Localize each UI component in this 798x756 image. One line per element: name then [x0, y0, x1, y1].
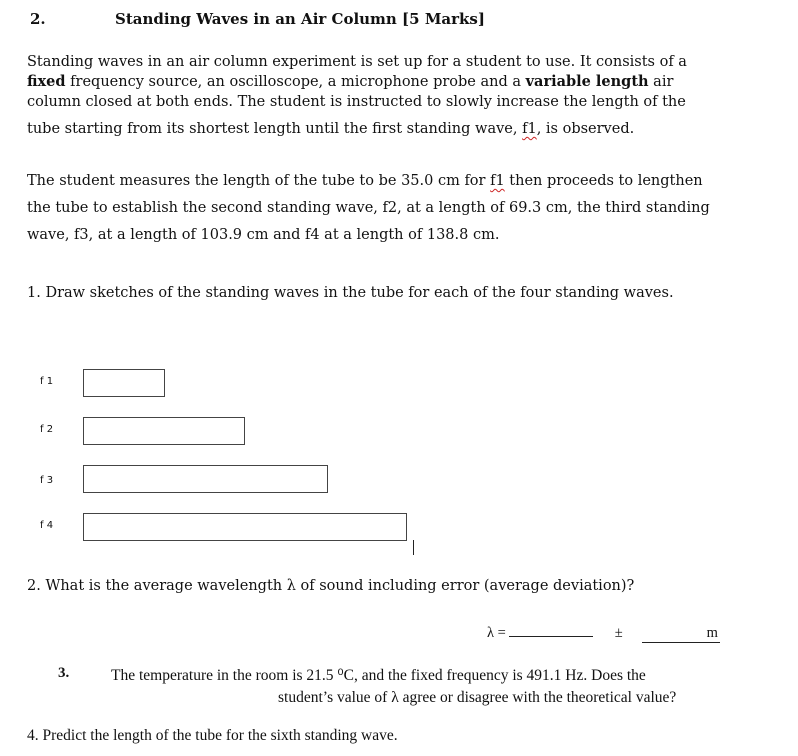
intro-line-4	[27, 119, 687, 139]
measurements-line-1-start: The student measures the length of the tube to be 35.0 cm for	[27, 173, 491, 189]
subquestion-3	[111, 665, 676, 709]
subquestion-1: 1. Draw sketches of the standing waves in the tube for each of the four standing waves.	[27, 285, 674, 301]
intro-line-4-start: tube starting from its shortest length until the first standing wave,	[27, 121, 523, 137]
lambda-value-blank[interactable]	[509, 622, 593, 637]
intro-line-2-mid: frequency source, an oscilloscope, a microphone probe and a	[65, 74, 526, 90]
measurements-line-1-end: then proceeds to lengthen	[504, 173, 703, 189]
wavelength-answer-row	[487, 622, 720, 643]
intro-line-2-end: air	[648, 74, 674, 90]
tube-label-f3: f 3	[40, 475, 54, 486]
tube-f4-drawing-box[interactable]	[83, 513, 407, 541]
question-title: Standing Waves in an Air Column [5 Marks]	[115, 10, 485, 28]
plus-minus-sign: ±	[614, 625, 623, 641]
tube-label-f4: f 4	[40, 520, 54, 531]
question-number: 2.	[30, 10, 46, 28]
tube-f3-drawing-box[interactable]	[83, 465, 328, 493]
subquestion-3-number: 3.	[58, 665, 70, 681]
subquestion-3-line-1: The temperature in the room is 21.5 ⁰C, and the fixed frequency is 491.1 Hz. Does the	[111, 667, 646, 684]
text-cursor	[413, 540, 414, 555]
intro-line-4-end: , is observed.	[536, 121, 635, 137]
intro-paragraph	[27, 52, 687, 139]
intro-f1-spellcheck: f1	[522, 121, 537, 137]
subquestion-3-line-2: student’s value of λ agree or disagree with the theoretical value?	[278, 689, 677, 706]
tube-f2-drawing-box[interactable]	[83, 417, 245, 445]
tube-label-f1: f 1	[40, 376, 54, 387]
subquestion-4: 4. Predict the length of the tube for the sixth standing wave.	[27, 727, 398, 744]
intro-bold-variable-length: variable length	[525, 73, 649, 90]
unit-label: m	[706, 625, 718, 641]
measurements-paragraph	[27, 168, 710, 249]
measurements-f1-spellcheck: f1	[490, 173, 505, 189]
intro-line-3: column closed at both ends. The student is instructed to slowly increase the length of the	[27, 94, 686, 110]
tube-label-f2: f 2	[40, 424, 54, 435]
measurements-line-2: the tube to establish the second standing wave, f2, at a length of 69.3 cm, the third standing	[27, 200, 710, 216]
intro-line-1: Standing waves in an air column experiment is set up for a student to use. It consists of a	[27, 54, 687, 70]
measurements-line-3: wave, f3, at a length of 103.9 cm and f4 at a length of 138.8 cm.	[27, 227, 500, 243]
lambda-label: λ =	[487, 625, 506, 641]
tube-f1-drawing-box[interactable]	[83, 369, 165, 397]
lambda-error-blank[interactable]	[642, 625, 720, 643]
subquestion-2: 2. What is the average wavelength λ of sound including error (average deviation)?	[27, 578, 635, 594]
intro-bold-fixed: fixed	[27, 73, 66, 90]
